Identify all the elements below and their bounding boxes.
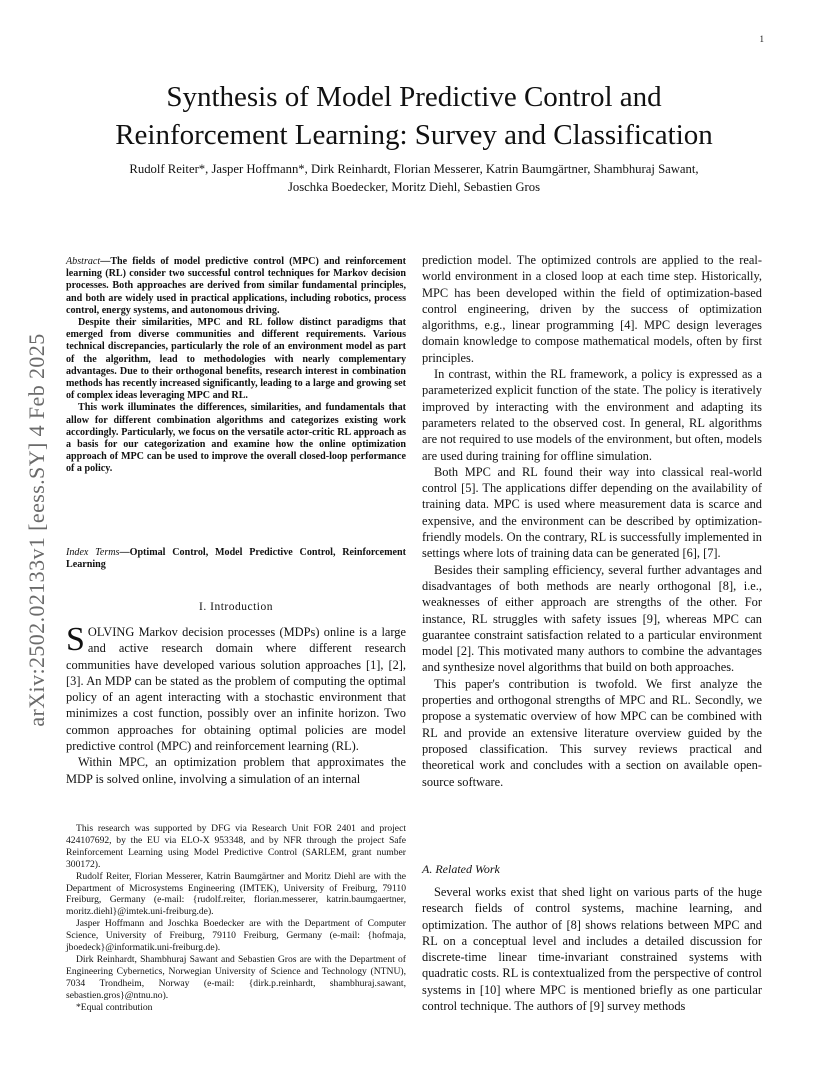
footnote-affiliation-2: Jasper Hoffmann and Joschka Boedecker are with the Department of Computer Science, University of Freiburg, 79110 Freiburg, Germany (e-mail: {hofmaja, jboedeck}@informatik.uni-freiburg.de). bbox=[66, 918, 406, 954]
author-list bbox=[60, 160, 768, 196]
page-number: 1 bbox=[759, 34, 764, 44]
footnote-funding: This research was supported by DFG via Research Unit FOR 2401 and project 424107692, by the EU via ELO-X 953348, and by NFR through the project Safe Reinforcement Learning using Model Predictive Control (SARLEM, grant number 300172). bbox=[66, 823, 406, 870]
section-heading-introduction: I. Introduction bbox=[199, 601, 273, 613]
intro-right-p3: Both MPC and RL found their way into classical real-world control [5]. The applications differ depending on the availability of training data. MPC is used where measurement data is scarce and expensive, and the environment can be described by optimization-friendly models. On the contrary, RL is successfully implemented in settings where lots of training data can be generated [6], [7]. bbox=[422, 464, 762, 561]
intro-p1: SOLVING Markov decision processes (MDPs) online is a large and active research domain where different research communities have developed various solution approaches [1], [2], [3]. An MDP can be stated as the problem of computing the optimal policy of an agent interacting with a stochastic environment that minimizes a cost function, possibly over an infinite horizon. Two common approaches for obtaining optimal policies are model predictive control (MPC) and reinforcement learning (RL). bbox=[66, 621, 406, 754]
arxiv-identifier: arXiv:2502.02133v1 [eess.SY] 4 Feb 2025 bbox=[24, 333, 49, 727]
title-line-2: Reinforcement Learning: Survey and Classification bbox=[115, 119, 713, 151]
intro-right-p1: prediction model. The optimized controls are applied to the real-world environment in a closed loop at each time step. Historically, MPC has been developed within the field of optimization-based control engineering, driven by the success of optimization algorithms, e.g., linear programming [4]. MPC design leverages domain knowledge to compose mathematical models, often by first principles. bbox=[422, 253, 762, 365]
authors-line-2: Joschka Boedecker, Moritz Diehl, Sebastien Gros bbox=[287, 180, 541, 194]
abstract-p1: Abstract—The fields of model predictive control (MPC) and reinforcement learning (RL) consider two successful control techniques for Markov decision processes. Both approaches are derived from similar fundamental principles, and both are widely used in practical applications, including robotics, process control, energy systems, and autonomous driving. bbox=[66, 256, 406, 316]
index-terms-label: Index Terms bbox=[66, 547, 120, 558]
related-work-p1: Several works exist that shed light on various parts of the huge research fields of control systems, machine learning, and optimization. The author of [8] shows relations between MPC and RL on a conceptual level and includes a detailed discussion for discrete-time linear time-invariant constrained systems with quadratic costs. RL is contextualized from the perspective of control systems in [10] where MPC is mentioned briefly as one particular control technique. The authors of [9] survey methods bbox=[422, 885, 762, 1014]
index-terms-text: —Optimal Control, Model Predictive Control, Reinforcement Learning bbox=[66, 547, 406, 571]
title-line-1: Synthesis of Model Predictive Control and bbox=[166, 81, 662, 113]
abstract-block bbox=[66, 256, 406, 476]
footnote-affiliation-1: Rudolf Reiter, Florian Messerer, Katrin Baumgärtner and Moritz Diehl are with the Department of Microsystems Engineering (IMTEK), University of Freiburg, 79110 Freiburg, Germany (e-mail: {rudolf.reiter, florian.messerer, katrin.baumgaertner, moritz.diehl}@imtek.uni-freiburg.de). bbox=[66, 870, 406, 918]
introduction-right bbox=[422, 252, 762, 790]
related-work-body bbox=[422, 884, 762, 1014]
intro-right-p2: In contrast, within the RL framework, a policy is expressed as a parameterized explicit function of the state. The policy is iteratively improved by interacting with the environment and adapting its parameters related to the observed cost. In general, RL algorithms are not required to use models of the environment, but often, models are used during training for offline simulation. bbox=[422, 367, 762, 463]
footnote-affiliation-3: Dirk Reinhardt, Shambhuraj Sawant and Sebastien Gros are with the Department of Engineering Cybernetics, Norwegian University of Science and Technology (NTNU), 7034 Trondheim, Norway (e-mail: {dirk.p.reinhardt, shambhuraj.sawant, sebastien.gros}@ntnu.no). bbox=[66, 953, 406, 1001]
abstract-p2: Despite their similarities, MPC and RL follow distinct paradigms that emerged from diverse communities and different requirements. Various technical discrepancies, particularly the role of an environment model as part of the algorithm, lead to methodologies with nearly complementary advantages. Due to their orthogonal benefits, research interest in combination methods has recently increased significantly, leading to a large and growing set of complex ideas leveraging MPC and RL. bbox=[66, 317, 406, 402]
subsection-related-work: A. Related Work bbox=[422, 862, 500, 876]
authors-line-1: Rudolf Reiter*, Jasper Hoffmann*, Dirk Reinhardt, Florian Messerer, Katrin Baumgärtner, Shambhuraj Sawant, bbox=[129, 162, 699, 176]
abstract-p3: This work illuminates the differences, similarities, and fundamentals that allow for different combination algorithms and categorizes existing work accordingly. Particularly, we focus on the versatile actor-critic RL approach as a basis for our categorization and examine how the online optimization approach of MPC can be used to improve the overall closed-loop performance of a policy. bbox=[66, 402, 406, 475]
abstract-label: Abstract bbox=[66, 256, 101, 267]
arxiv-sidebar bbox=[24, 305, 54, 755]
drop-cap: S bbox=[66, 621, 85, 658]
intro-p2: Within MPC, an optimization problem that approximates the MDP is solved online, involving a simulation of an internal bbox=[66, 755, 406, 786]
footnotes bbox=[66, 823, 406, 1014]
intro-right-p5: This paper's contribution is twofold. We first analyze the properties and orthogonal strengths of MPC and RL. Secondly, we propose a systematic overview of how MPC can be combined with RL and provide an extensive literature overview guided by the proposed classification. This survey reviews practical and theoretical work and concludes with a section on available open-source software. bbox=[422, 676, 762, 789]
introduction-left bbox=[66, 621, 406, 787]
intro-right-p4: Besides their sampling efficiency, several further advantages and disadvantages of both methods are nearly orthogonal [8], i.e., weaknesses of either approach are strengths of the other. For instance, RL struggles with safety issues [9], whereas MPC can guarantee constraint satisfaction related to a particular environment model [2]. This motivated many authors to combine the advantages and synthesize novel algorithms that build on both approaches. bbox=[422, 562, 762, 675]
footnote-equal-contribution: *Equal contribution bbox=[76, 1001, 153, 1013]
index-terms bbox=[66, 547, 406, 571]
paper-title bbox=[40, 78, 788, 154]
